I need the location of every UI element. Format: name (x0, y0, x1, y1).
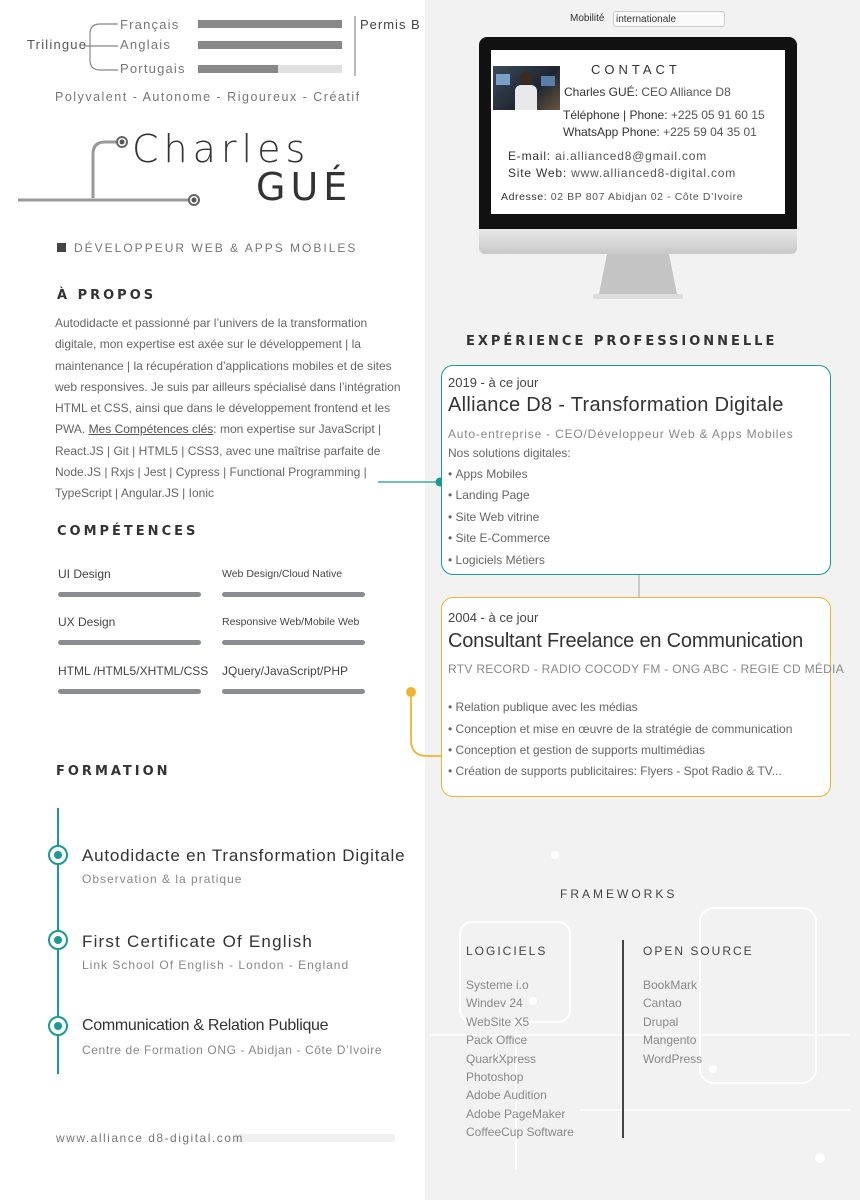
experience-2-item: Conception et gestion de supports multimédias (455, 743, 706, 757)
monitor-chin (479, 229, 797, 254)
skill-bar-responsive-web (222, 640, 365, 645)
profile-photo (493, 66, 560, 110)
driving-licence: Permis B (360, 17, 421, 32)
whatsapp-value[interactable]: +225 59 04 35 01 (663, 125, 757, 139)
email-label: E-mail: (508, 149, 551, 163)
experience-1-date: 2019 - à ce jour (448, 375, 539, 390)
software-item: WebSite X5 (466, 1014, 530, 1029)
formation-subtitle-1: Observation & la pratique (82, 872, 243, 886)
skill-web-design: Web Design/Cloud Native (222, 568, 343, 580)
software-item: Pack Office (466, 1033, 528, 1048)
job-title: DÉVELOPPEUR WEB & APPS MOBILES (74, 241, 358, 255)
software-item: QuarkXpress (466, 1051, 537, 1066)
experience-1-item: Logiciels Métiers (455, 553, 545, 567)
skills-heading: COMPÉTENCES (57, 524, 199, 539)
formation-title-3: Communication & Relation Publique (82, 1017, 329, 1034)
qualities: Polyvalent - Autonome - Rigoureux - Créatif (55, 90, 361, 104)
experience-heading: EXPÉRIENCE PROFESSIONNELLE (466, 334, 778, 349)
experience-1-intro: Nos solutions digitales: (448, 446, 571, 460)
experience-1-item: Landing Page (455, 488, 530, 502)
formation-title-1: Autodidacte en Transformation Digitale (82, 846, 406, 865)
first-name: Charles (132, 127, 311, 171)
open-source-item: BookMark (643, 978, 698, 992)
open-source-item: Mangento (643, 1033, 697, 1048)
title-square-icon (57, 243, 66, 252)
address-value: 02 BP 807 Abidjan 02 - Côte D’Ivoire (550, 191, 744, 203)
about-text (55, 313, 410, 505)
experience-1-item: Site Web vitrine (455, 510, 540, 524)
skill-ux-design: UX Design (58, 615, 116, 629)
experience-1-title: Alliance D8 - Transformation Digitale (448, 394, 784, 416)
skill-bar-ux-design (58, 640, 201, 645)
contact-role: CEO Alliance D8 (641, 85, 731, 99)
trilingual-label: Trilingue (27, 37, 88, 52)
formation-dot-1-icon (48, 845, 68, 865)
software-item: CoffeeCup Software (466, 1125, 574, 1140)
frameworks-heading: FRAMEWORKS (560, 887, 678, 901)
frameworks-divider (622, 940, 624, 1138)
open-source-item: WordPress (643, 1051, 703, 1066)
skill-html: HTML /HTML5/XHTML/CSS (58, 664, 209, 678)
skill-bar-ui-design (58, 592, 201, 597)
experience-2-item: Relation publique avec les médias (455, 700, 638, 714)
skill-javascript: JQuery/JavaScript/PHP (222, 664, 349, 678)
skill-ui-design: UI Design (58, 567, 111, 581)
email-value[interactable]: ai.allianced8@gmail.com (555, 149, 708, 163)
phone-value[interactable]: +225 05 91 60 15 (670, 108, 765, 122)
experience-2-item: Conception et mise en œuvre de la stratégie de communication (455, 722, 793, 736)
formation-dot-3-icon (48, 1016, 68, 1036)
experience-1-item: Apps Mobiles (455, 467, 528, 481)
formation-subtitle-3: Centre de Formation ONG - Abidjan - Côte D’Ivoire (82, 1043, 383, 1057)
skill-bar-html (58, 689, 201, 694)
website-footer[interactable]: www.alliance d8-digital.com (56, 1131, 244, 1145)
software-item: Adobe Audition (466, 1088, 547, 1103)
monitor-stand (585, 254, 691, 300)
website-label: Site Web: (508, 166, 568, 180)
experience-2-subtitle: RTV RECORD - RADIO COCODY FM - ONG ABC - REGIE CD MÉDIA (448, 662, 845, 676)
contact-heading: CONTACT (591, 62, 681, 77)
website-value[interactable]: www.allianced8-digital.com (571, 166, 737, 180)
phone-label: Téléphone | Phone: (563, 108, 668, 122)
footer-decoration-bar (235, 1134, 395, 1142)
experience-1-item: Site E-Commerce (455, 531, 551, 545)
skill-bar-web-design (222, 592, 365, 597)
about-text-part2: : mon expertise sur JavaScript | React.JS | Git | HTML5 | CSS3, avec une maîtrise parfaite de Node.JS | Rxjs | Jest | Cypress | Functional Programming | TypeScript | Angular.JS | Ionic (55, 422, 382, 501)
formation-heading: FORMATION (56, 764, 171, 779)
open-source-item: Cantao (643, 996, 682, 1011)
skill-responsive-web: Responsive Web/Mobile Web (222, 616, 360, 628)
software-item: Windev 24 (466, 996, 523, 1011)
formation-dot-2-icon (48, 930, 68, 950)
language-bar-english (198, 41, 342, 49)
language-bar-portuguese (198, 65, 278, 73)
formation-title-2: First Certificate Of English (82, 932, 314, 951)
open-source-item: Drupal (643, 1014, 679, 1029)
experience-1-subtitle: Auto-entreprise - CEO/Développeur Web & Apps Mobiles (448, 427, 794, 441)
logiciels-heading: LOGICIELS (466, 944, 548, 958)
software-item: Adobe PageMaker (466, 1106, 566, 1121)
skills-link[interactable]: Mes Compétences clés (88, 422, 214, 437)
language-bar-french (198, 20, 342, 28)
software-item: Systeme i.o (466, 978, 529, 992)
address-label: Adresse: (501, 191, 548, 203)
experience-2-item: Création de supports publicitaires: Flyers - Spot Radio & TV... (455, 764, 782, 778)
language-portuguese-label: Portugais (120, 61, 186, 76)
mobility-label: Mobilité (570, 13, 605, 24)
about-heading: À PROPOS (57, 288, 157, 303)
software-item: Photoshop (466, 1070, 524, 1085)
skill-bar-javascript (222, 689, 365, 694)
open-source-heading: OPEN SOURCE (643, 944, 754, 958)
whatsapp-label: WhatsApp Phone: (563, 125, 660, 139)
experience-2-date: 2004 - à ce jour (448, 610, 539, 625)
language-french-label: Français (120, 17, 180, 32)
about-text-part1: Autodidacte et passionné par l’univers de la transformation digitale, mon expertise est axée sur le développement | la maintenance | la récupération d’applications mobiles et de sites web responsives. Je suis par ailleurs spécialisé dans l’intégration HTML et CSS, ainsi que dans le développement frontend et les PWA. (55, 316, 401, 437)
contact-name: Charles GUÉ: (564, 85, 639, 99)
language-english-label: Anglais (120, 37, 172, 52)
experience-2-title: Consultant Freelance en Communication (448, 630, 804, 652)
formation-subtitle-2: Link School Of English - London - England (82, 958, 350, 972)
last-name: GUÉ (256, 165, 353, 209)
mobility-field[interactable]: internationale (613, 11, 725, 27)
